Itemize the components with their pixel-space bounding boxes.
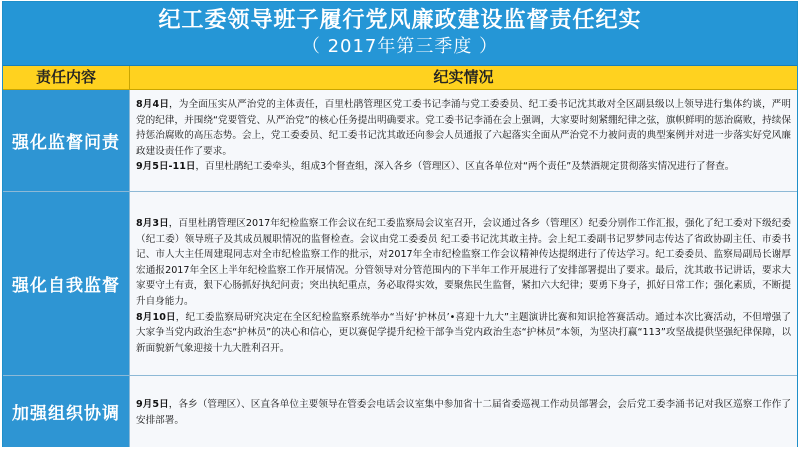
row-label: 强化自我监督 [3,192,130,375]
title-main: 纪工委领导班子履行党风廉政建设监督责任纪实 [158,8,642,33]
entry-text: ，百里杜鹃纪工委牵头，组成3个督查组，深入各乡（管理区）、区直各单位对“两个责任”及禁酒规定贯彻落实情况进行了督查。 [195,161,735,173]
table-title [3,2,797,66]
entry-date: 8月4日 [136,99,170,110]
record-entry [136,310,791,357]
row-label: 强化监督问责 [3,90,130,191]
record-entry [136,397,791,428]
table-row [3,90,797,192]
entry-date: 9月5日-11日 [136,161,196,173]
entry-text: ，为全面压实从严治党的主体责任，百里杜鹃管理区党工委书记李涌与党工委委员、纪工委书记沈其敢对全区副县级以上领导进行集体约谈，严明党的纪律，并围绕“党要管党、从严治党”的核心任务提出明确要求。党工委书记李涌在会上强调，大家要时刻紧绷纪律之弦，旗帜鲜明的惩治腐败，持续保持惩治腐败的高压态势。会上，党工委委员、纪工委书记沈其敢还向参会人员通报了六起落实全面从严治党不力被问责的典型案例并对进一步落实好党风廉政建设责任作了要求。 [136,99,791,157]
entry-text: ，纪工委监察局研究决定在全区纪检监察系统举办“当好‘护林员’•喜迎十九大”主题演讲比赛和知识抢答赛活动。通过本次比赛活动，不但增强了大家争当党内政治生态“护林员”的决心和信心，更以赛促学提升纪检干部争当党内政治生态“护林员”本领，为坚决打赢“113”攻坚战提供坚强纪律保障，以新面貌新气象迎接十九大胜利召开。 [136,311,792,354]
header-responsibility: 责任内容 [3,66,130,89]
entry-date: 8月10日 [136,311,176,323]
row-content [130,192,797,375]
row-label: 加强组织协调 [3,376,130,447]
table-row [3,192,797,376]
record-entry [136,97,791,159]
responsibility-record-table [2,1,798,447]
entry-text: ，各乡（管理区）、区直各单位主要领导在管委会电话会议室集中参加省十二届省委巡视工作动员部署会，会后党工委李涌书记对我区巡察工作作了安排部署。 [136,399,791,426]
row-content [130,376,797,447]
title-period: （ 2017年第三季度 ） [301,36,499,57]
record-entry [136,216,791,310]
row-content [130,90,797,191]
record-entry [136,159,791,175]
header-record: 纪实情况 [433,68,494,86]
table-header [3,66,797,90]
entry-text: ，百里杜鹃管理区2017年纪检监察工作会议在纪工委监察局会议室召开，会议通过各乡（管理区）纪委分别作工作汇报，强化了纪工委对下级纪委（纪工委）领导班子及其成员履职情况的监督检查。会议由党工委委员 纪工委书记沈其敢主持。会上纪工委副书记罗梦同志传达了省政协副主任、市委书记、市人大主任周建琨同志对全市纪检监察工作的批示，对2017年全市纪检监察工作会议精神传达提纲进行了传达学习。纪工委委员、监察局副局长谢厚宏通报2017年全区上半年纪检监察工作开展情况。分管领导对分管范围内的下半年工作开展进行了安排部署提出了要求。最后，沈其敢书记讲话，要求大家要守土有责，狠下心肠抓好执纪问责；突出执纪重点，务必取得实效，要聚焦民生监督，紧扣六大纪律；要勇下身子，抓好日常工作；强化素质，不断提升自身能力。 [136,218,791,307]
table-row [3,376,797,447]
entry-date: 9月5日 [136,399,169,410]
entry-date: 8月3日 [136,218,169,229]
